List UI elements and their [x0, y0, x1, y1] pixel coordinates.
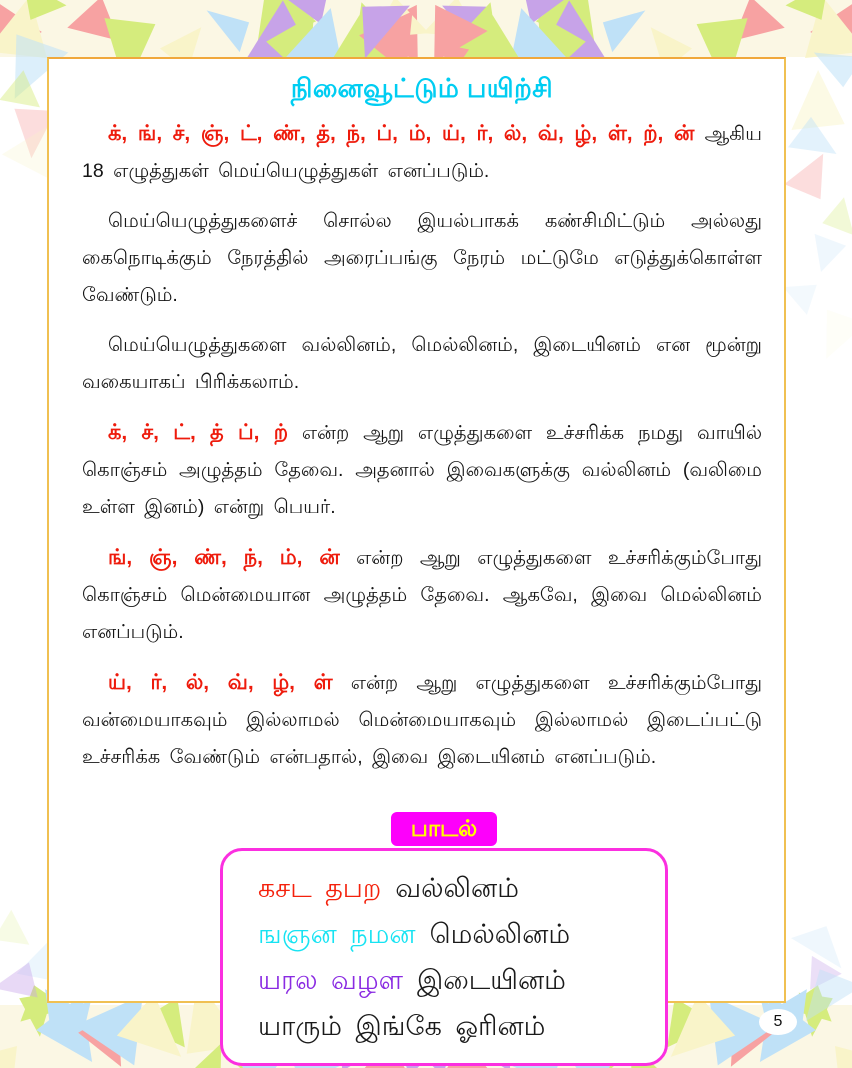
paragraph-mellinam	[82, 539, 762, 651]
song-letters-idaiyinam: யரல வழள	[258, 965, 403, 995]
mellinam-letters: ங், ஞ், ண், ந், ம், ன்	[108, 546, 340, 569]
page-number-badge: 5	[759, 1009, 797, 1035]
song-word-orinam: யாரும் இங்கே ஓரினம்	[258, 1011, 546, 1041]
paragraph-pronunciation-time: மெய்யெழுத்துகளைச் சொல்ல இயல்பாகக் கண்சிமிட்டும் அல்லது கைநொடிக்கும் நேரத்தில் அரைப்பங்கு நேரம் மட்டுமே எடுத்துக்கொள்ள வேண்டும்.	[82, 210, 762, 306]
song-word-mellinam: மெல்லினம்	[429, 919, 571, 949]
song-letters-mellinam: ஙஞன நமன	[258, 919, 416, 949]
song-word-idaiyinam: இடையினம்	[416, 965, 566, 995]
paragraph-intro	[82, 115, 762, 190]
paragraph-idaiyinam-text: என்ற ஆறு எழுத்துகளை உச்சரிக்கும்போது வன்மையாகவும் இல்லாமல் மென்மையாகவும் இல்லாமல் இடைப்பட்டு உச்சரிக்க வேண்டும் என்பதால், இவை இடையினம் எனப்படும்.	[82, 672, 762, 768]
song-label: பாடல்	[391, 812, 498, 846]
page-card	[47, 57, 786, 1041]
paragraph-vallinam	[82, 414, 762, 526]
paragraph-intro-text: ஆகிய 18 எழுத்துகள் மெய்யெழுத்துகள் எனப்படும்.	[82, 123, 762, 182]
vallinam-letters: க், ச், ட், த் ப், ற்	[108, 421, 288, 444]
song-box	[220, 848, 668, 1066]
paragraph-mellinam-text: என்ற ஆறு எழுத்துகளை உச்சரிக்கும்போது கொஞ்சம் மென்மையான அழுத்தம் தேவை. ஆகவே, இவை மெல்லினம் எனப்படும்.	[82, 547, 762, 643]
paragraph-idaiyinam	[82, 664, 762, 776]
page-title: நினைவூட்டும் பயிற்சி	[290, 73, 554, 103]
song-letters-vallinam: கசட தபற	[258, 873, 382, 903]
song-line-mellinam	[258, 911, 655, 957]
song-word-vallinam: வல்லினம்	[395, 873, 519, 903]
paragraph-vallinam-text: என்ற ஆறு எழுத்துகளை உச்சரிக்க நமது வாயில் கொஞ்சம் அழுத்தம் தேவை. அதனால் இவைகளுக்கு வல்லினம் (வலிமை உள்ள இனம்) என்று பெயர்.	[82, 422, 763, 518]
song-line-idaiyinam	[258, 957, 655, 1003]
song-section	[220, 812, 668, 1066]
song-line-vallinam	[258, 865, 655, 911]
consonant-letters-list: க், ங், ச், ஞ், ட், ண், த், ந், ப், ம், ய், ர், ல், வ், ழ், ள், ற், ன்	[108, 122, 695, 145]
paragraph-three-classes: மெய்யெழுத்துகளை வல்லினம், மெல்லினம், இடையினம் என மூன்று வகையாகப் பிரிக்கலாம்.	[82, 334, 762, 393]
idaiyinam-letters: ய், ர், ல், வ், ழ், ள்	[108, 671, 333, 694]
song-line-orinam	[258, 1003, 655, 1049]
